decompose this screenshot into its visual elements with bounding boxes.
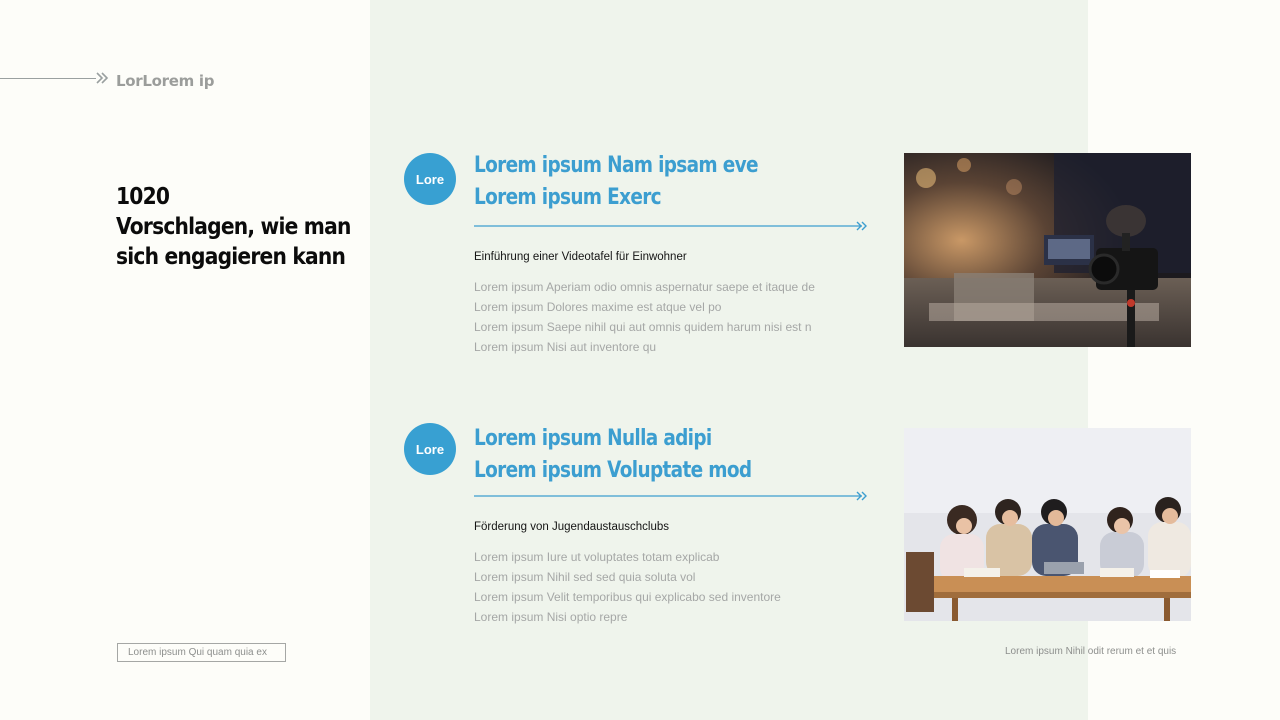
item-title-line: Lorem ipsum Nulla adipi [474, 426, 712, 451]
item-title-line: Lorem ipsum Voluptate mod [474, 458, 752, 483]
page-title [116, 182, 351, 272]
item-title [474, 423, 827, 487]
page-title-line: 1020 [116, 184, 170, 210]
double-chevron-right-icon [94, 70, 110, 86]
item-title-line: Lorem ipsum Nam ipsam eve [474, 153, 758, 178]
header-title: LorLorem ip [116, 72, 215, 90]
item-badge: Lore [404, 423, 456, 475]
item-title-line: Lorem ipsum Exerc [474, 185, 661, 210]
item-subtitle: Förderung von Jugendaustauschclubs [474, 521, 669, 533]
caption-box: Lorem ipsum Qui quam quia ex [117, 643, 286, 662]
item-description-line: Lorem ipsum Nihil sed sed quia soluta vol [474, 570, 696, 584]
arrow-line-icon [474, 220, 870, 232]
item-badge: Lore [404, 153, 456, 205]
item-description-line: Lorem ipsum Nisi optio repre [474, 610, 628, 624]
arrow-line-icon [474, 490, 870, 502]
item-description-line: Lorem ipsum Saepe nihil qui aut omnis quidem harum nisi est n [474, 320, 812, 334]
page-title-line: Vorschlagen, wie man [116, 214, 351, 240]
item-subtitle: Einführung einer Videotafel für Einwohner [474, 251, 687, 263]
item-description-line: Lorem ipsum Velit temporibus qui explicabo sed inventore [474, 590, 781, 604]
item-description [474, 547, 874, 627]
item-description-line: Lorem ipsum Dolores maxime est atque vel po [474, 300, 722, 314]
item-description-line: Lorem ipsum Aperiam odio omnis aspernatur saepe et itaque de [474, 280, 815, 294]
page-title-line: sich engagieren kann [116, 244, 346, 270]
item-description-line: Lorem ipsum Iure ut voluptates totam explicab [474, 550, 720, 564]
header-rule [0, 78, 96, 79]
item-description [474, 277, 874, 357]
studio-camera-photo [904, 153, 1191, 347]
footer-note: Lorem ipsum Nihil odit rerum et et quis [1005, 646, 1177, 657]
item-description-line: Lorem ipsum Nisi aut inventore qu [474, 340, 657, 354]
youth-group-photo [904, 428, 1191, 621]
item-title [474, 150, 827, 214]
